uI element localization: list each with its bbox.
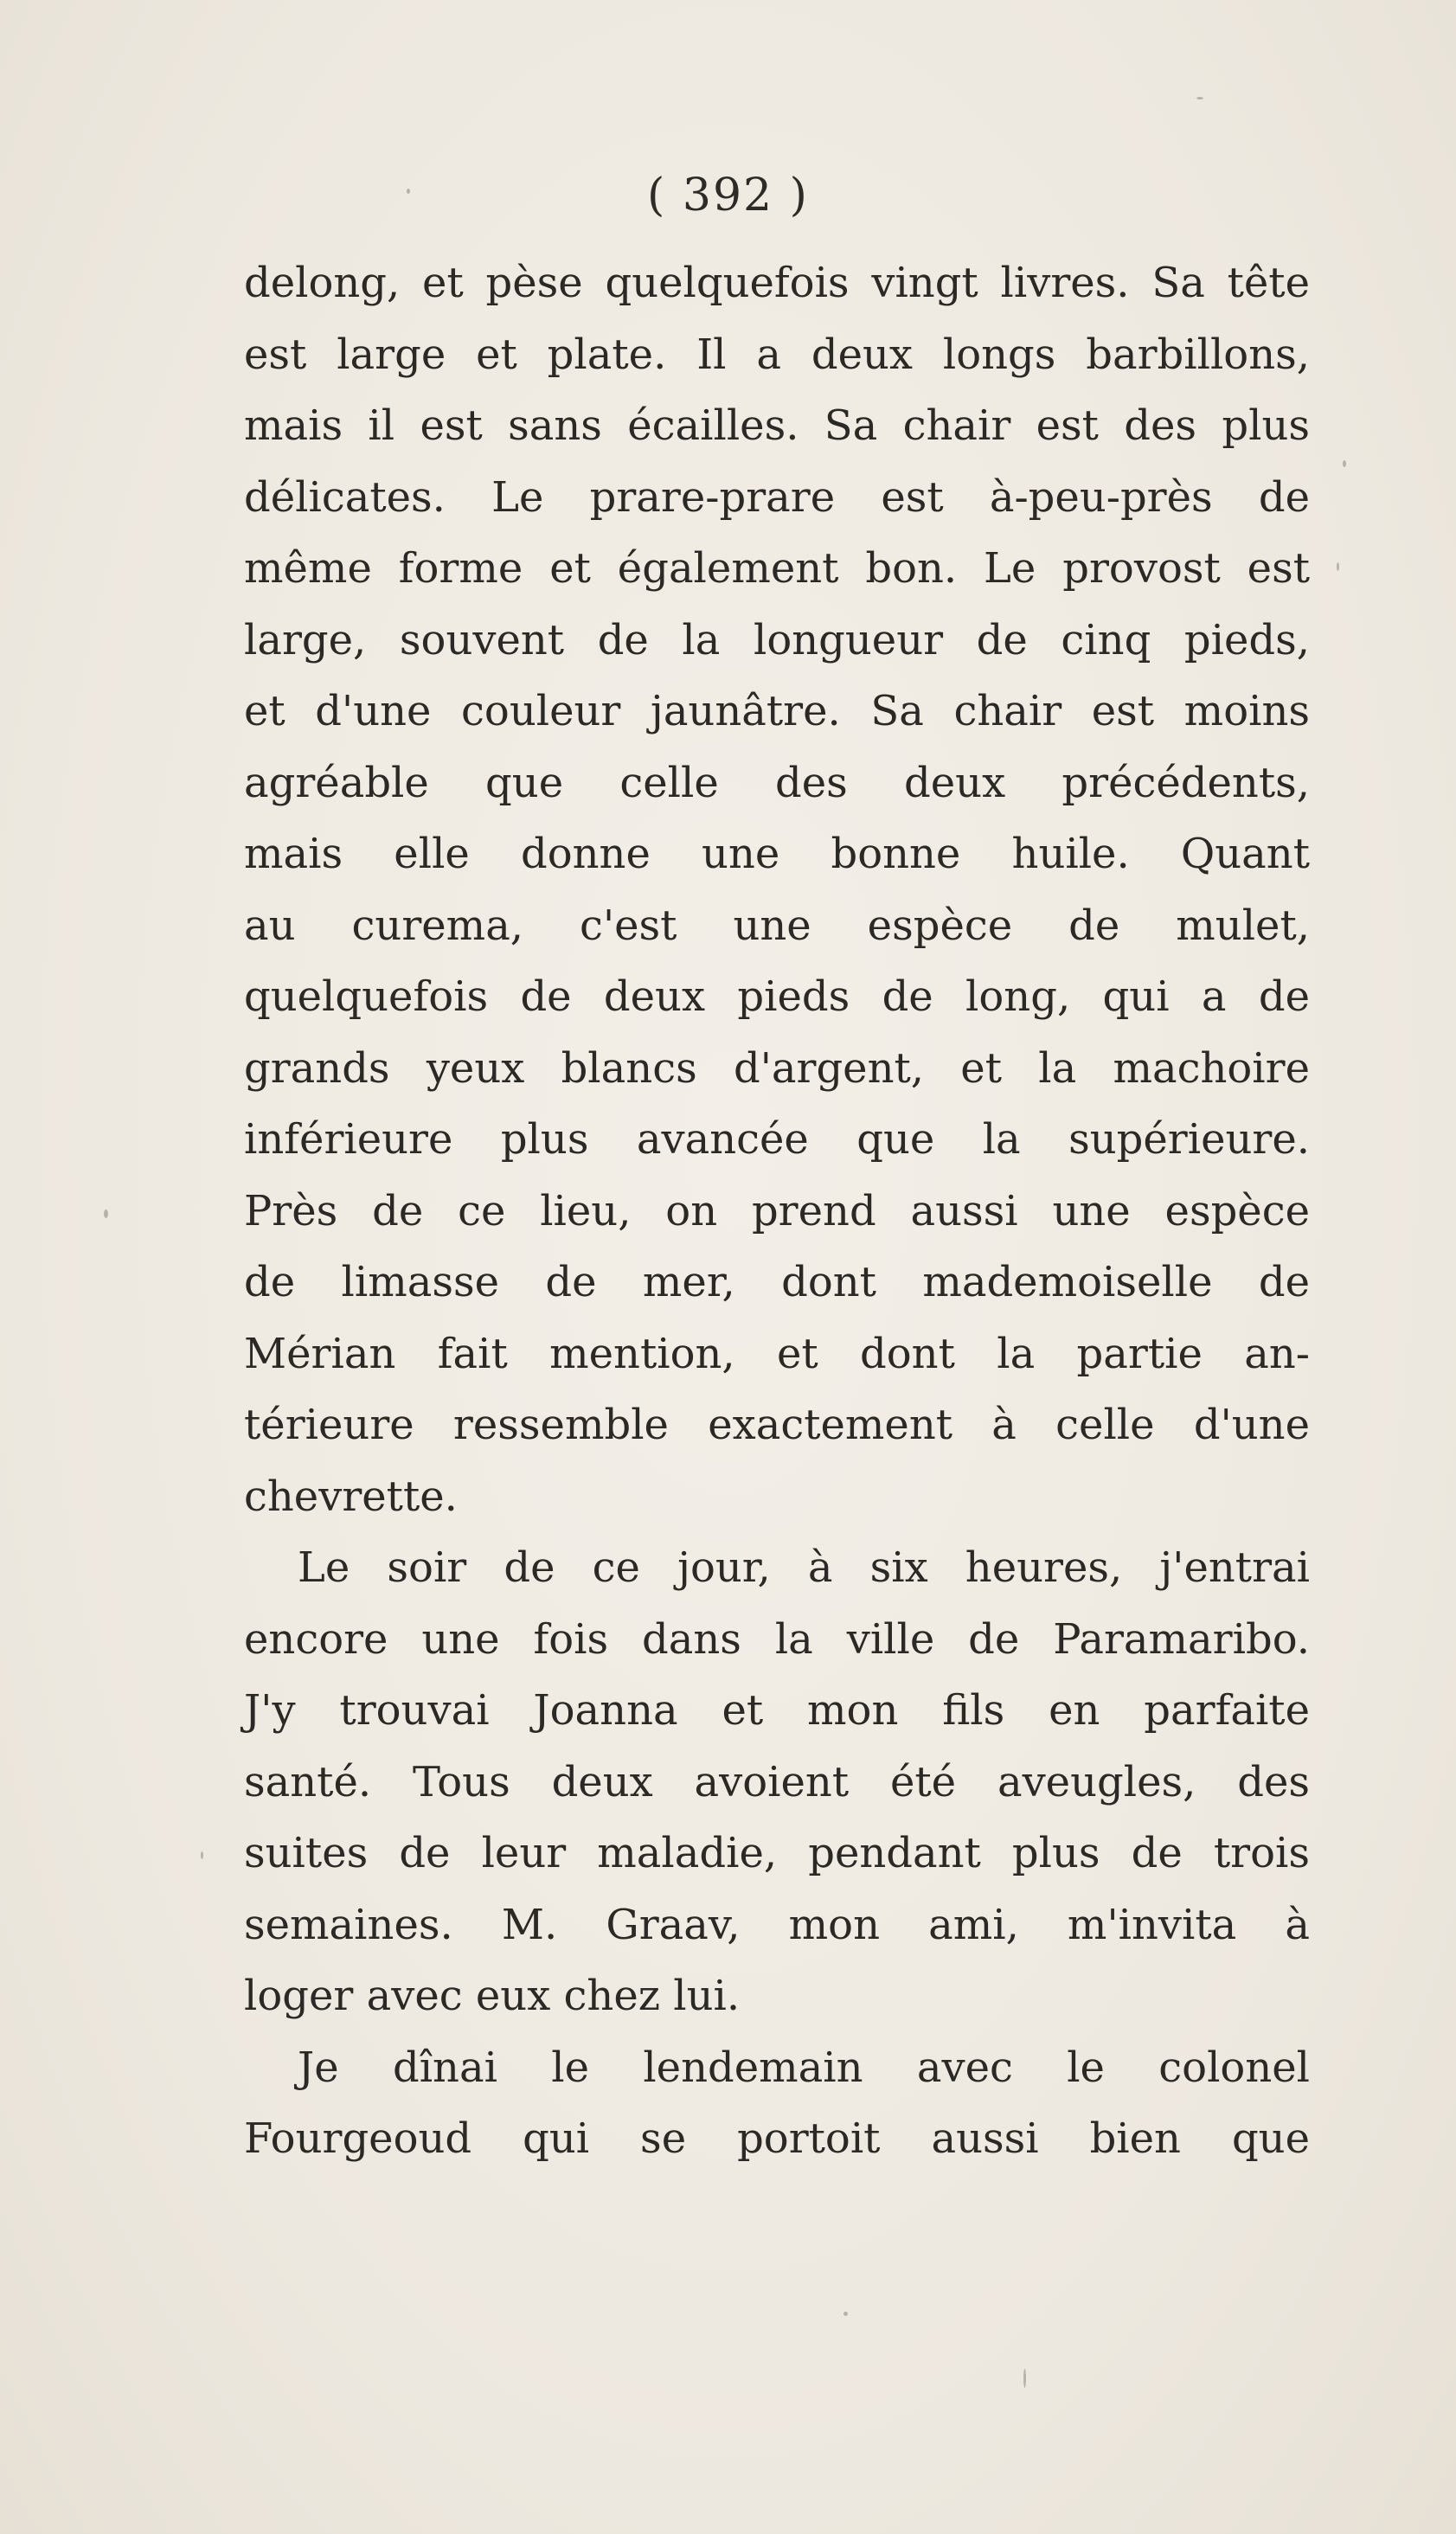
text-line: et d'une couleur jaunâtre. Sa chair est moins: [244, 687, 1310, 735]
text-line: même forme et également bon. Le provost est: [244, 544, 1310, 593]
page-number: ( 392 ): [647, 170, 809, 221]
text-line: Mérian fait mention, et dont la partie an-: [244, 1329, 1310, 1378]
text-line: de limasse de mer, dont mademoiselle de: [244, 1258, 1310, 1306]
text-line: quelquefois de deux pieds de long, qui a de: [244, 972, 1310, 1021]
paper-speck: [1196, 97, 1203, 99]
text-line: agréable que celle des deux précédents,: [244, 758, 1310, 807]
text-line: chevrette.: [244, 1472, 458, 1521]
text-line: Fourgeoud qui se portoit aussi bien que: [244, 2114, 1310, 2163]
body-text: [244, 247, 1310, 2175]
text-line: Près de ce lieu, on prend aussi une espèce: [244, 1186, 1310, 1235]
text-line: delong, et pèse quelquefois vingt livres. Sa tête: [244, 259, 1310, 307]
text-line: encore une fois dans la ville de Paramaribo.: [244, 1614, 1310, 1664]
paper-speck: [407, 189, 410, 194]
paragraph-start-line: Je dînai le lendemain avec le colonel: [298, 2043, 1310, 2092]
text-line: térieure ressemble exactement à celle d'une: [244, 1401, 1310, 1449]
paper-speck: [1023, 2369, 1026, 2388]
text-line: large, souvent de la longueur de cinq pieds,: [244, 615, 1310, 664]
paragraph-start-line: Le soir de ce jour, à six heures, j'entrai: [298, 1543, 1310, 1592]
text-line: suites de leur maladie, pendant plus de trois: [244, 1829, 1310, 1877]
text-line: inférieure plus avancée que la supérieure.: [244, 1115, 1310, 1164]
paper-speck: [1337, 562, 1339, 571]
paper-speck: [1343, 460, 1346, 467]
text-line: santé. Tous deux avoient été aveugles, des: [244, 1757, 1310, 1806]
text-line: au curema, c'est une espèce de mulet,: [244, 901, 1310, 950]
paper-speck: [843, 2312, 848, 2316]
text-line: mais il est sans écailles. Sa chair est des plus: [244, 401, 1310, 450]
text-line: J'y trouvai Joanna et mon fils en parfaite: [244, 1686, 1310, 1735]
text-line: est large et plate. Il a deux longs barbillons,: [244, 330, 1310, 379]
text-line: mais elle donne une bonne huile. Quant: [244, 830, 1310, 878]
text-line: grands yeux blancs d'argent, et la machoire: [244, 1043, 1310, 1093]
paper-speck: [104, 1209, 108, 1218]
text-line: délicates. Le prare-prare est à-peu-près de: [244, 472, 1310, 522]
text-line: semaines. M. Graav, mon ami, m'invita à: [244, 1900, 1310, 1949]
paper-speck: [201, 1851, 203, 1859]
text-line: loger avec eux chez lui.: [244, 1972, 741, 2020]
